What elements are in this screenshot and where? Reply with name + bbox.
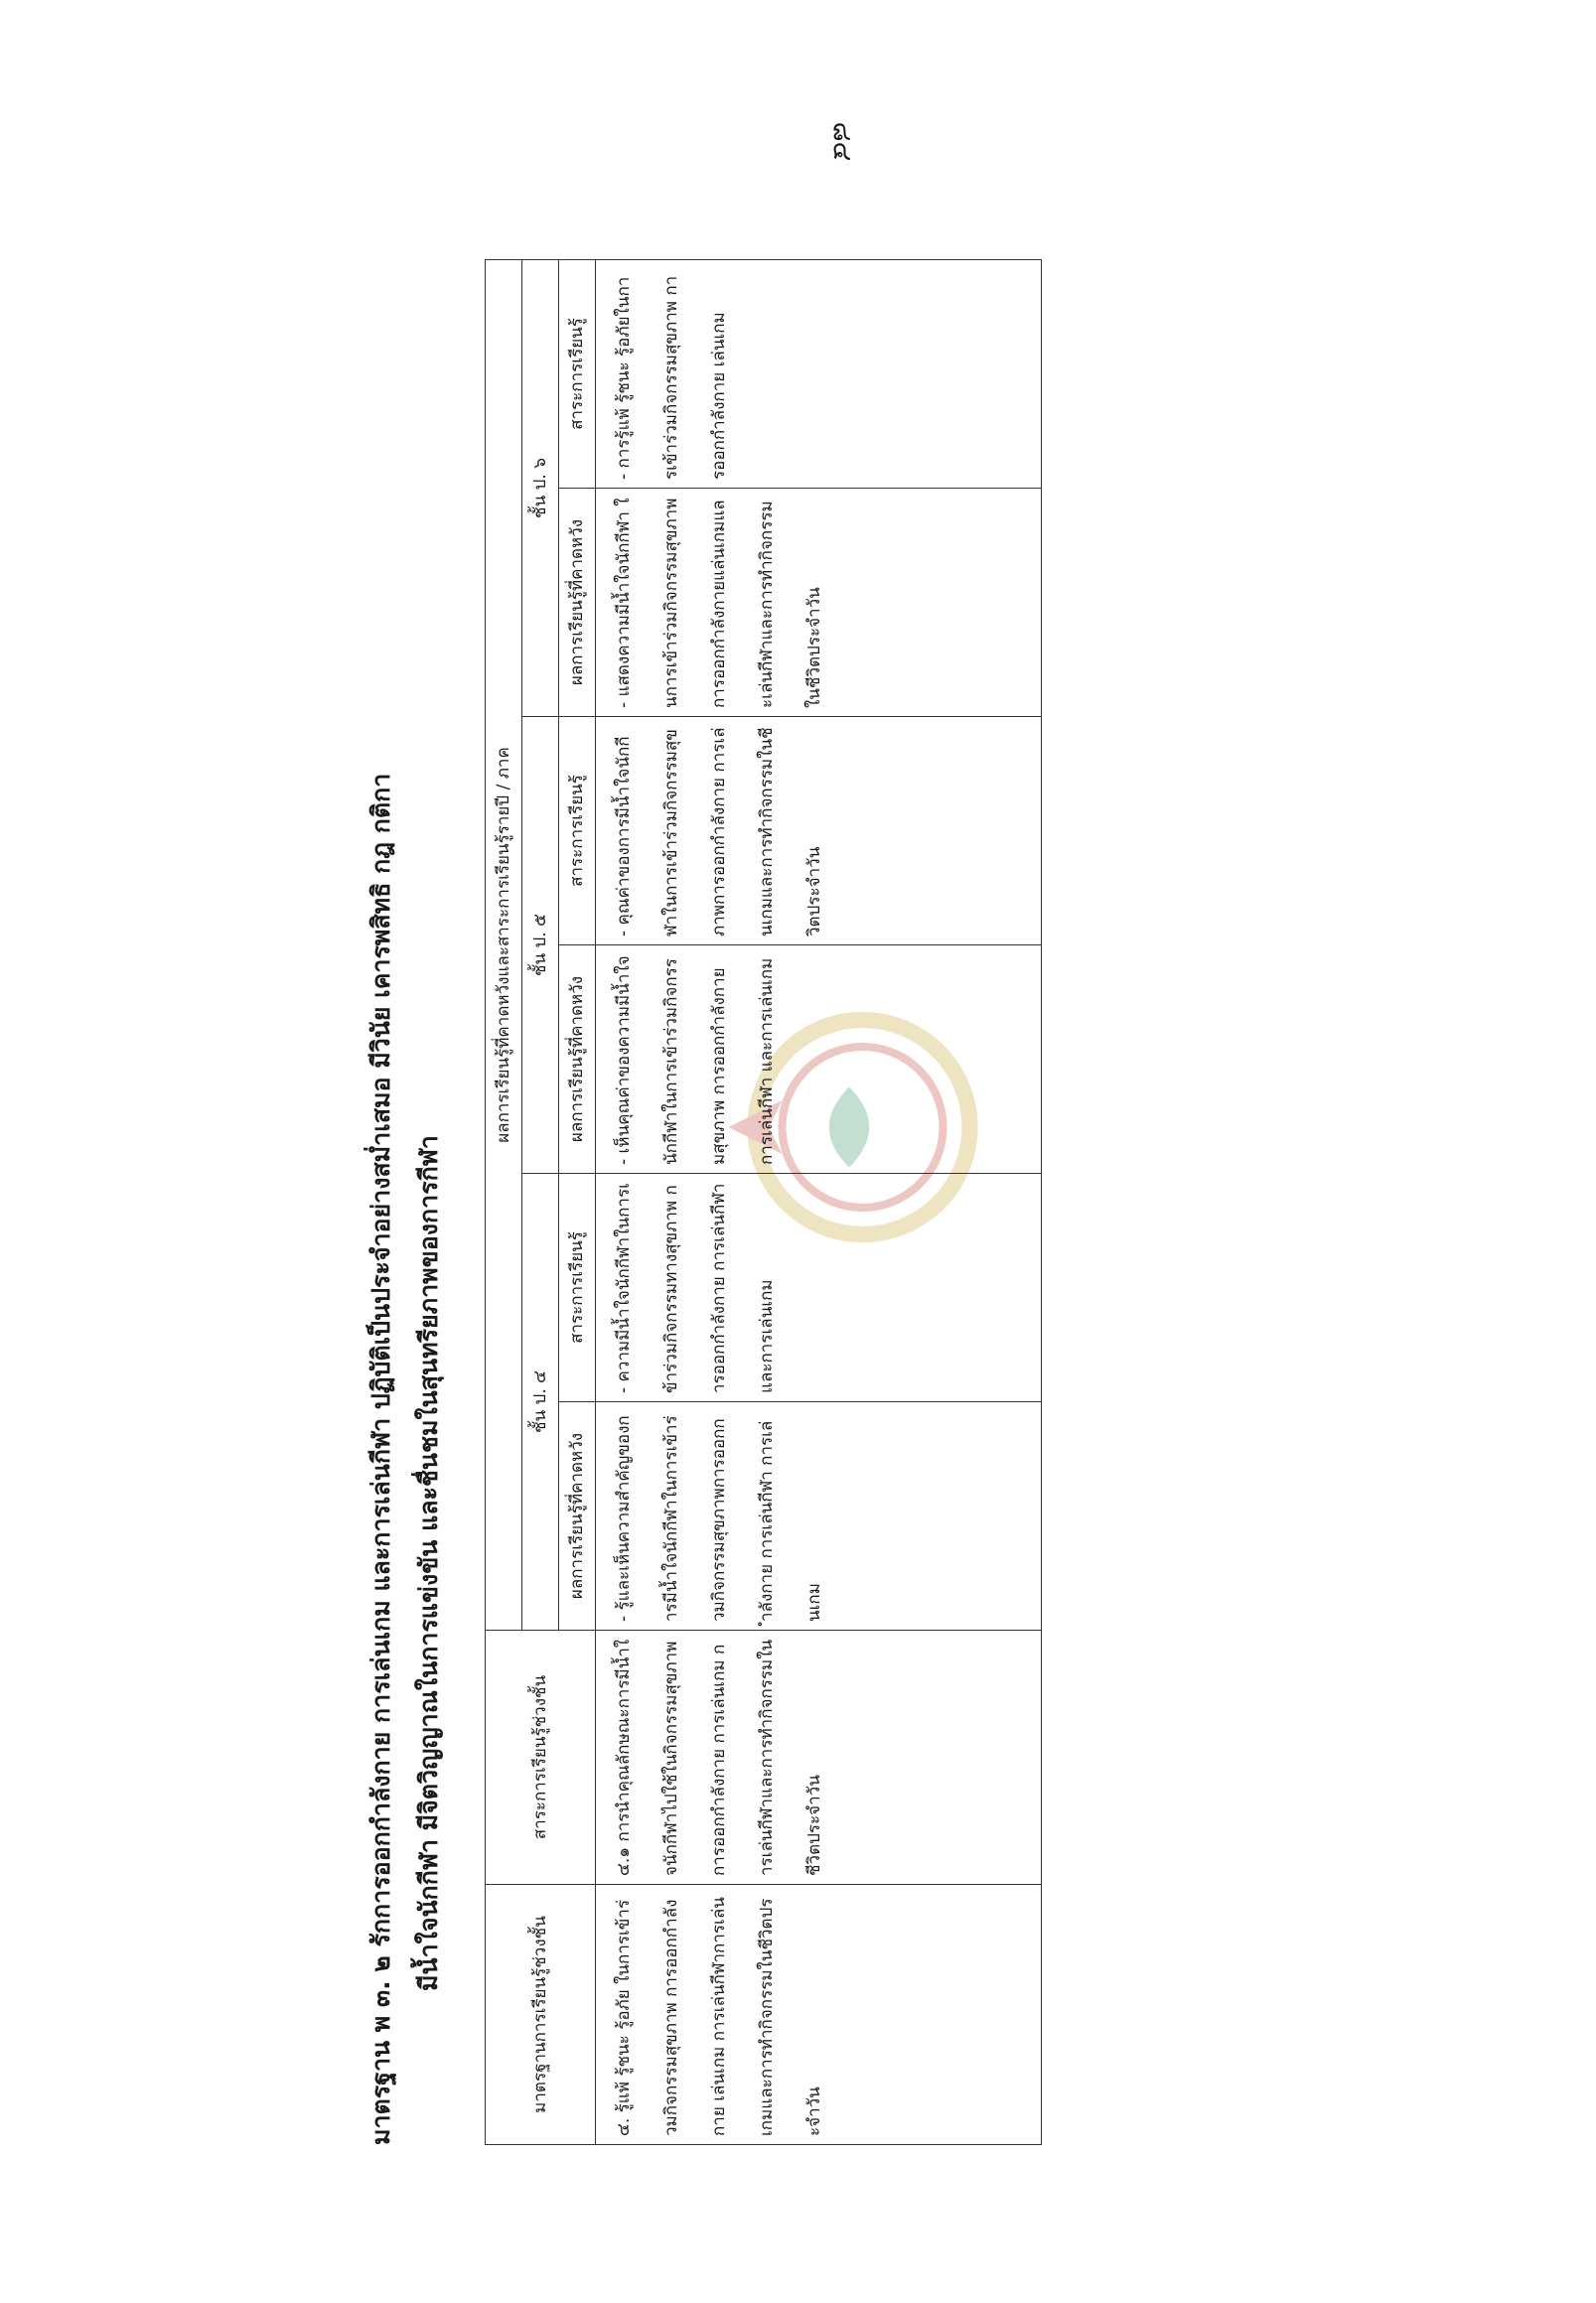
- header-grade-5: ชั้น ป. ๕: [522, 717, 559, 1174]
- header-p6-content: สาระการเรียนรู้: [559, 259, 596, 488]
- header-p5-content: สาระการเรียนรู้: [559, 717, 596, 945]
- cell-p5-content: - คุณค่าของการมีน้ำใจนักกีฬาในการเข้าร่วมกิจกรรมสุขภาพการออกกำลังกาย การเล่นเกมและการทำกิจกรรมในชีวิตประจำวัน: [596, 717, 1042, 945]
- header-p4-outcome: ผลการเรียนรู้ที่คาดหวัง: [559, 1402, 596, 1631]
- cell-standard: ๔. รู้แพ้ รู้ชนะ รู้อภัย ในการเข้าร่วมกิจกรรมสุขภาพ การออกกำลังกาย เล่นเกม การเล่นกีฬาการเล่นเกมและการทำกิจกรรมในชีวิตประจำวัน: [596, 1885, 1042, 2145]
- page-number: ๘๔: [826, 121, 857, 162]
- cell-p4-content: - ความมีน้ำใจนักกีฬาในการเข้าร่วมกิจกรรมทางสุขภาพ การออกกำลังกาย การเล่นกีฬาและการเล่นเกม: [596, 1174, 1042, 1402]
- header-group: ผลการเรียนรู้ที่คาดหวังและสาระการเรียนรู้รายปี / ภาค: [486, 259, 522, 1630]
- header-grade-6: ชั้น ป. ๖: [522, 259, 559, 716]
- standard-heading: [358, 258, 453, 2145]
- cell-p6-outcome: - แสดงความมีน้ำใจนักกีฬา ในการเข้าร่วมกิจกรรมสุขภาพ การออกกำลังกายแล่นเกมและเล่นกีฬาและการทำกิจกรรมในชีวิตประจำวัน: [596, 489, 1042, 717]
- rotated-page-content: [358, 258, 1450, 2145]
- cell-p6-content: - การรู้แพ้ รู้ชนะ รู้อภัยในการเข้าร่วมกิจกรรมสุขภาพ การออกกำลังกาย เล่นเกม: [596, 259, 1042, 488]
- learning-standard-table: [485, 259, 1042, 2145]
- cell-p5-outcome: - เห็นคุณค่าของความมีน้ำใจนักกีฬาในการเข้าร่วมกิจกรรมสุขภาพ การออกกำลังกาย การเล่นกีฬา และการเล่นเกม: [596, 945, 1042, 1174]
- header-content: สาระการเรียนรู้ช่วงชั้น: [486, 1631, 596, 1885]
- header-grade-4: ชั้น ป. ๔: [522, 1174, 559, 1631]
- cell-content: ๔.๑ การนำคุณลักษณะการมีน้ำใจนักกีฬาไปใช้ในกิจกรรมสุขภาพ การออกกำลังกาย การเล่นเกม การเล่นกีฬาและการทำกิจกรรมในชีวิตประจำวัน: [596, 1631, 1042, 1885]
- header-p6-outcome: ผลการเรียนรู้ที่คาดหวัง: [559, 489, 596, 717]
- heading-line-1: มาตรฐาน พ ๓. ๒ รักการออกกำลังกาย การเล่นเกม และการเล่นกีฬา ปฏิบัติเป็นประจำอย่างสม่ำเสมอ มีวินัย เคารพสิทธิ กฎ กติกา: [366, 773, 395, 2145]
- table-row: [596, 259, 1042, 2144]
- header-standard: มาตรฐานการเรียนรู้ช่วงชั้น: [486, 1885, 596, 2145]
- cell-p4-outcome: - รู้และเห็นความสำคัญของการมีน้ำใจนักกีฬาในการเข้าร่วมกิจกรรมสุขภาพการออกกำลังกาย การเล่นกีฬา การเล่นเกม: [596, 1402, 1042, 1631]
- heading-line-2: มีน้ำใจนักกีฬา มีจิตวิญญาณในการแข่งขัน และชื่นชมในสุนทรียภาพของการกีฬา: [414, 1135, 443, 1991]
- header-p5-outcome: ผลการเรียนรู้ที่คาดหวัง: [559, 945, 596, 1174]
- header-p4-content: สาระการเรียนรู้: [559, 1174, 596, 1402]
